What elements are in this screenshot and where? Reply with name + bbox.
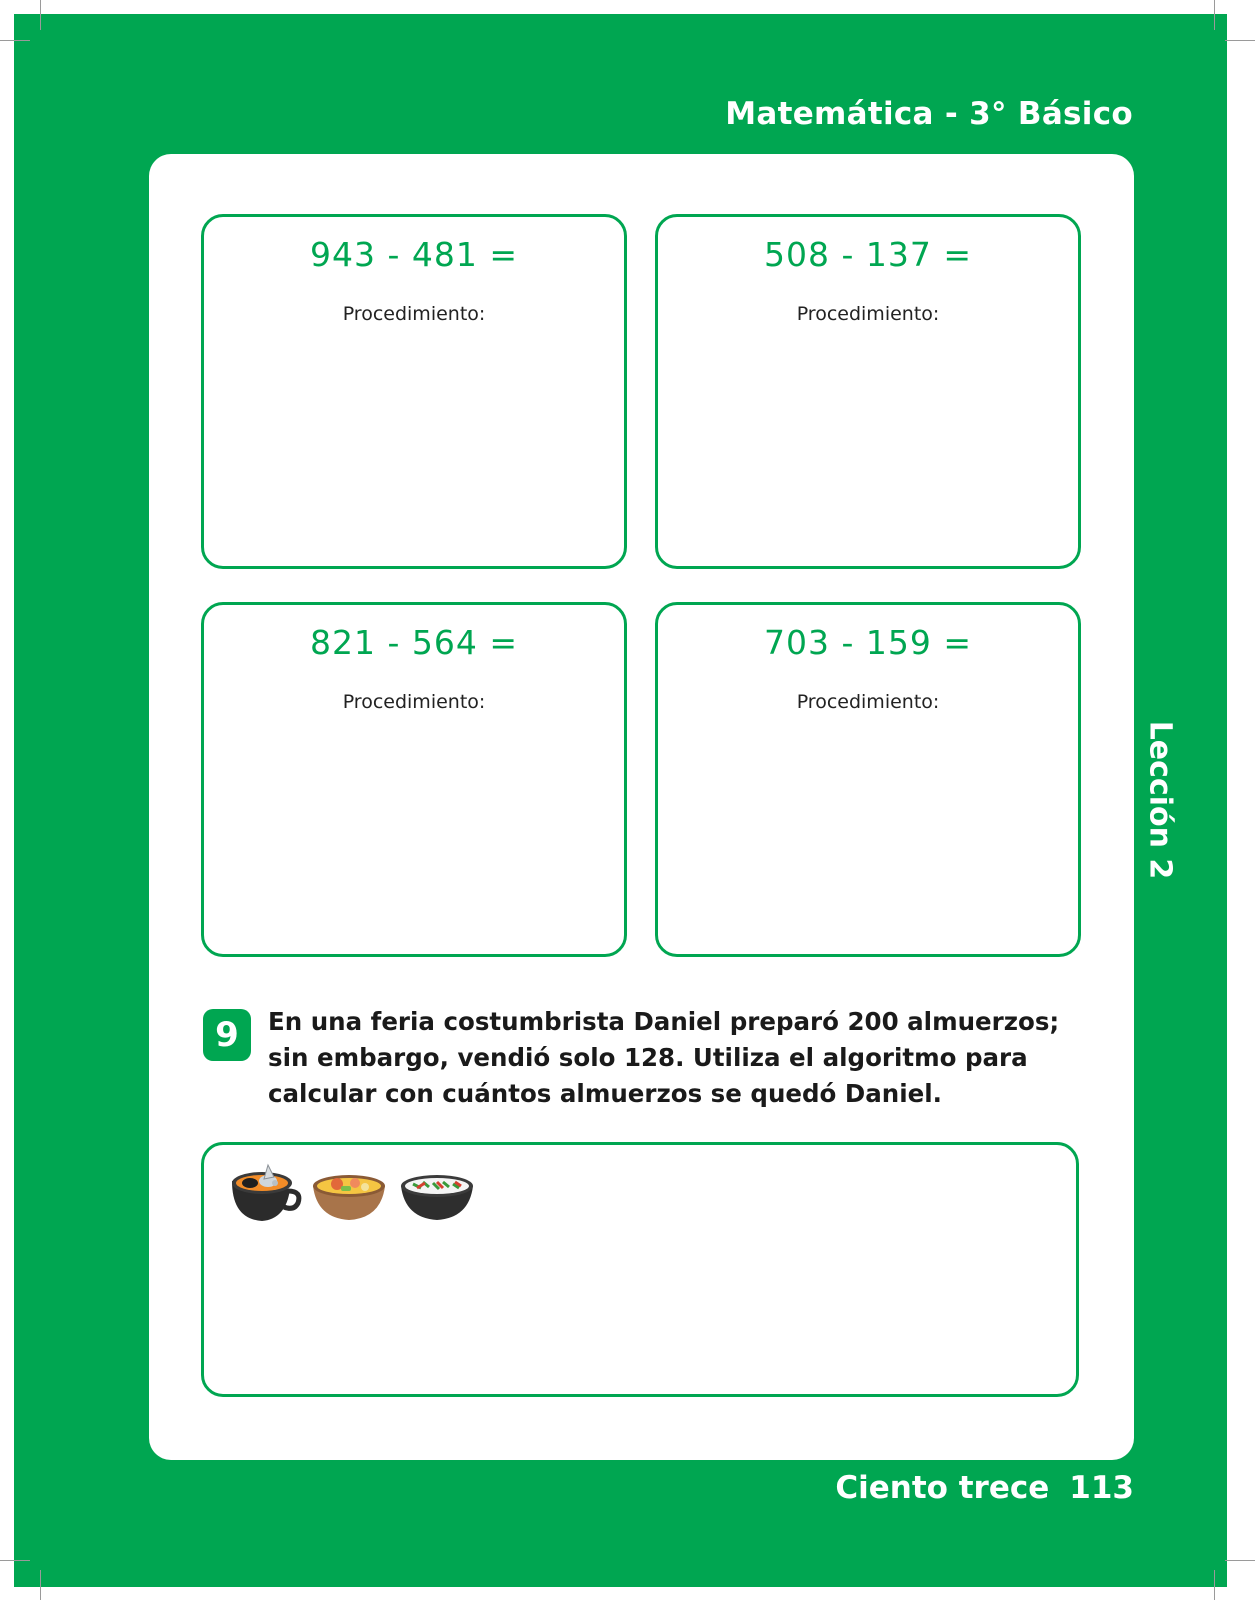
crop-mark — [1225, 1560, 1255, 1561]
exercise-box[interactable] — [655, 214, 1081, 569]
crop-mark — [0, 40, 30, 41]
exercise-box[interactable] — [201, 602, 627, 957]
exercise-equation: 821 - 564 = — [309, 623, 518, 662]
page-footer — [835, 1470, 1134, 1506]
exercise-box[interactable] — [201, 214, 627, 569]
procedure-label: Procedimiento: — [796, 691, 940, 713]
page-number-words: Ciento trece — [835, 1470, 1050, 1506]
problem-line: En una feria costumbrista Daniel preparó 200 almuerzos; — [268, 1007, 1060, 1036]
crop-mark — [1214, 0, 1215, 30]
procedure-label: Procedimiento: — [342, 303, 486, 325]
crop-mark — [40, 1570, 41, 1600]
crop-mark — [1225, 40, 1255, 41]
exercise-equation: 703 - 159 = — [763, 623, 972, 662]
crop-mark — [0, 1560, 30, 1561]
problem-number-badge: 9 — [203, 1009, 251, 1061]
crop-mark — [1214, 1570, 1215, 1600]
crop-mark — [40, 0, 41, 30]
problem-statement — [268, 1004, 1088, 1112]
exercise-equation: 943 - 481 = — [309, 235, 518, 274]
problem-line: sin embargo, vendió solo 128. Utiliza el algoritmo para — [268, 1043, 1028, 1072]
lesson-tab: Lección 2 — [1142, 720, 1178, 880]
problem-line: calcular con cuántos almuerzos se quedó Daniel. — [268, 1079, 942, 1108]
procedure-label: Procedimiento: — [342, 691, 486, 713]
salad-bowl-icon — [399, 1170, 475, 1222]
page-header-title: Matemática - 3° Básico — [725, 96, 1133, 132]
page-number: 113 — [1069, 1470, 1134, 1506]
exercise-equation: 508 - 137 = — [763, 235, 972, 274]
procedure-label: Procedimiento: — [796, 303, 940, 325]
exercise-box[interactable] — [655, 602, 1081, 957]
cazuela-bowl-icon — [311, 1170, 387, 1222]
seafood-soup-cup-icon — [228, 1163, 302, 1227]
